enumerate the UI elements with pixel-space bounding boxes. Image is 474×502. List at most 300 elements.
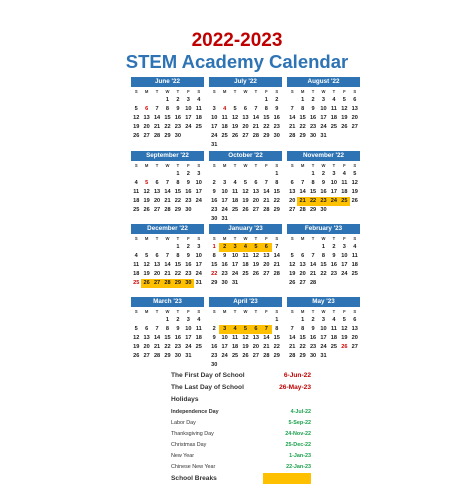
- month-calendar: [287, 77, 360, 141]
- day-cell: 16: [174, 115, 182, 121]
- day-cell: 22: [273, 198, 280, 204]
- day-cell: 30: [309, 353, 317, 359]
- day-cell: 12: [252, 253, 260, 259]
- day-cell: 20: [252, 198, 260, 204]
- day-cell: 10: [185, 106, 192, 112]
- weekday-letter: M: [300, 236, 305, 241]
- day-cell: 16: [221, 262, 228, 268]
- day-cell: 14: [263, 189, 270, 195]
- day-cell: 5: [290, 253, 294, 259]
- day-cell: 4: [240, 243, 250, 252]
- holidays-heading: Holidays: [171, 396, 199, 403]
- holiday-label: New Year: [171, 453, 195, 459]
- day-cell: 13: [242, 115, 249, 121]
- day-cell: 14: [273, 253, 280, 259]
- day-cell: 7: [165, 253, 170, 259]
- day-cell: 3: [342, 244, 346, 250]
- day-cell: 5: [342, 97, 346, 103]
- day-cell: 24: [329, 197, 339, 206]
- weekday-header: [287, 235, 360, 243]
- empty-day: [219, 96, 229, 105]
- weekday-letter: F: [187, 163, 190, 168]
- day-cell: 6: [290, 180, 294, 186]
- day-cell: 4: [134, 253, 138, 259]
- day-cell: 29: [164, 133, 171, 139]
- day-cell: 8: [212, 253, 216, 259]
- day-cell: 24: [320, 344, 327, 350]
- day-cell: 21: [289, 124, 296, 130]
- day-cell: 24: [221, 207, 228, 213]
- weekday-letter: M: [222, 163, 227, 168]
- day-cell: 14: [309, 262, 317, 268]
- day-cell: 22: [308, 197, 318, 206]
- day-cell: 15: [263, 115, 270, 121]
- day-cell: 3: [321, 97, 326, 103]
- weekday-letter: T: [176, 309, 180, 314]
- day-cell: 29: [299, 353, 306, 359]
- weekday-letter: S: [212, 309, 216, 314]
- day-cell: 24: [320, 124, 327, 130]
- day-cell: 22: [263, 124, 270, 130]
- empty-day: [251, 170, 261, 179]
- first-day-label: The First Day of School: [171, 372, 245, 379]
- day-cell: 13: [263, 253, 270, 259]
- day-cell: 27: [252, 207, 260, 213]
- day-cell: 2: [332, 244, 336, 250]
- weekday-letter: T: [254, 236, 258, 241]
- day-cell: 15: [164, 115, 171, 121]
- day-cell: 13: [289, 189, 296, 195]
- weekday-letter: T: [311, 236, 315, 241]
- day-cell: 1: [321, 244, 326, 250]
- weekday-letter: S: [290, 236, 294, 241]
- weekday-letter: W: [165, 163, 170, 168]
- day-cell: 27: [143, 133, 150, 139]
- day-cell: 3: [332, 171, 336, 177]
- day-cell: 11: [133, 262, 140, 268]
- day-cell: 24: [195, 198, 202, 204]
- weekday-letter: W: [165, 309, 170, 314]
- day-cell: 27: [153, 207, 161, 213]
- month-name: May '23: [287, 297, 360, 307]
- weekday-header: [131, 88, 204, 96]
- day-cell: 12: [133, 115, 140, 121]
- day-cell: 19: [133, 344, 140, 350]
- day-cell: 23: [221, 271, 228, 277]
- weekday-header: [209, 235, 282, 243]
- day-cell: 20: [153, 198, 161, 204]
- month-name: October '22: [209, 151, 282, 161]
- day-cell: 23: [185, 198, 192, 204]
- weekday-letter: M: [144, 309, 149, 314]
- day-cell: 19: [143, 271, 150, 277]
- day-grid: [209, 170, 282, 224]
- month-calendar: [287, 151, 360, 215]
- empty-day: [240, 96, 250, 105]
- day-cell: 14: [252, 115, 260, 121]
- day-cell: 26: [133, 133, 140, 139]
- month-name: April '23: [209, 297, 282, 307]
- day-cell: 3: [219, 325, 229, 334]
- empty-day: [251, 316, 261, 325]
- day-cell: 15: [273, 189, 280, 195]
- day-cell: 19: [252, 262, 260, 268]
- day-cell: 28: [153, 133, 161, 139]
- day-cell: 25: [195, 344, 202, 350]
- month-name: February '23: [287, 224, 360, 234]
- day-cell: 5: [134, 326, 138, 332]
- day-cell: 18: [351, 262, 358, 268]
- day-cell: 31: [320, 133, 327, 139]
- weekday-letter: W: [243, 163, 248, 168]
- weekday-letter: S: [197, 309, 201, 314]
- day-cell: 19: [242, 198, 249, 204]
- weekday-letter: W: [321, 89, 326, 94]
- day-cell: 13: [153, 262, 161, 268]
- day-cell: 18: [133, 198, 140, 204]
- day-cell: 18: [133, 271, 140, 277]
- day-cell: 21: [289, 344, 296, 350]
- day-cell: 7: [155, 326, 159, 332]
- day-cell: 20: [351, 335, 358, 341]
- day-cell: 16: [185, 262, 192, 268]
- day-cell: 6: [155, 253, 159, 259]
- day-cell: 27: [252, 353, 260, 359]
- day-cell: 27: [152, 279, 162, 288]
- empty-day: [287, 316, 297, 325]
- day-cell: 19: [351, 189, 358, 195]
- day-cell: 8: [321, 253, 326, 259]
- weekday-letter: T: [176, 236, 180, 241]
- weekday-letter: T: [176, 89, 180, 94]
- day-cell: 28: [273, 271, 280, 277]
- empty-day: [209, 170, 219, 179]
- day-cell: 11: [242, 253, 249, 259]
- day-cell: 18: [330, 115, 338, 121]
- empty-day: [240, 316, 250, 325]
- day-cell: 25: [231, 207, 239, 213]
- day-cell: 24: [211, 133, 218, 139]
- day-cell: 26: [252, 271, 260, 277]
- weekday-letter: F: [343, 163, 346, 168]
- day-cell: 8: [176, 180, 180, 186]
- day-cell: 7: [165, 180, 170, 186]
- weekday-letter: W: [165, 236, 170, 241]
- day-cell: 19: [133, 124, 140, 130]
- day-cell: 23: [309, 124, 317, 130]
- day-cell: 29: [173, 279, 183, 288]
- day-cell: 16: [330, 262, 338, 268]
- day-cell: 28: [263, 353, 270, 359]
- weekday-header: [131, 235, 204, 243]
- day-cell: 11: [232, 335, 239, 341]
- day-cell: 10: [211, 115, 218, 121]
- weekday-header: [209, 308, 282, 316]
- holiday-date: 5-Sep-22: [288, 420, 311, 426]
- day-cell: 6: [353, 317, 357, 323]
- day-cell: 31: [195, 280, 202, 286]
- day-cell: 4: [332, 317, 336, 323]
- day-cell: 25: [242, 271, 249, 277]
- day-cell: 7: [290, 326, 294, 332]
- day-cell: 10: [195, 180, 202, 186]
- holiday-label: Christmas Day: [171, 442, 207, 448]
- day-cell: 7: [264, 180, 268, 186]
- day-cell: 29: [263, 133, 270, 139]
- day-cell: 31: [185, 353, 192, 359]
- day-cell: 1: [264, 97, 268, 103]
- day-cell: 24: [185, 344, 192, 350]
- weekday-letter: T: [311, 309, 315, 314]
- weekday-letter: F: [343, 89, 346, 94]
- day-cell: 1: [176, 171, 180, 177]
- day-cell: 4: [353, 244, 357, 250]
- day-cell: 27: [289, 207, 296, 213]
- weekday-header: [209, 162, 282, 170]
- day-cell: 13: [252, 335, 260, 341]
- day-grid: [209, 316, 282, 370]
- day-cell: 29: [164, 353, 171, 359]
- day-cell: 29: [309, 207, 317, 213]
- day-cell: 15: [299, 115, 306, 121]
- weekday-letter: M: [144, 236, 149, 241]
- day-cell: 12: [143, 262, 150, 268]
- day-grid: [287, 96, 360, 141]
- month-calendar: [287, 224, 360, 288]
- weekday-letter: S: [197, 89, 201, 94]
- school-breaks-label: School Breaks: [171, 475, 217, 482]
- day-cell: 2: [176, 317, 180, 323]
- day-cell: 15: [164, 335, 171, 341]
- day-cell: 5: [145, 253, 149, 259]
- weekday-letter: T: [254, 163, 258, 168]
- day-cell: 31: [221, 216, 228, 222]
- day-cell: 20: [143, 124, 150, 130]
- day-cell: 4: [223, 106, 227, 112]
- day-cell: 7: [290, 106, 294, 112]
- last-day-value: 26-May-23: [279, 384, 311, 391]
- weekday-letter: W: [243, 89, 248, 94]
- day-cell: 17: [231, 262, 239, 268]
- day-cell: 26: [143, 207, 150, 213]
- day-cell: 6: [243, 106, 248, 112]
- day-cell: 20: [289, 198, 296, 204]
- day-cell: 18: [231, 198, 239, 204]
- weekday-letter: M: [222, 309, 227, 314]
- day-cell: 19: [341, 115, 348, 121]
- day-cell: 18: [231, 344, 239, 350]
- day-cell: 15: [320, 262, 327, 268]
- day-cell: 10: [231, 253, 239, 259]
- weekday-letter: W: [321, 163, 326, 168]
- day-cell: 23: [330, 271, 338, 277]
- holiday-date: 25-Dec-22: [285, 442, 311, 448]
- day-cell: 27: [242, 133, 249, 139]
- day-cell: 5: [353, 171, 357, 177]
- day-cell: 27: [351, 124, 358, 130]
- weekday-letter: S: [353, 236, 357, 241]
- day-cell: 28: [153, 353, 161, 359]
- day-cell: 14: [263, 335, 270, 341]
- empty-day: [209, 96, 219, 105]
- day-cell: 7: [155, 106, 159, 112]
- day-cell: 4: [342, 171, 346, 177]
- weekday-header: [131, 162, 204, 170]
- school-break-swatch: [263, 473, 311, 484]
- day-cell: 30: [320, 207, 327, 213]
- day-cell: 3: [230, 243, 240, 252]
- weekday-letter: F: [265, 89, 268, 94]
- day-cell: 17: [211, 124, 218, 130]
- day-cell: 5: [145, 180, 149, 186]
- day-cell: 14: [164, 189, 171, 195]
- day-cell: 16: [211, 344, 218, 350]
- day-grid: [131, 96, 204, 141]
- day-cell: 25: [330, 344, 338, 350]
- day-cell: 29: [211, 280, 218, 286]
- holiday-date: 22-Jan-23: [286, 464, 311, 470]
- day-grid: [209, 96, 282, 150]
- holiday-date: 4-Jul-22: [290, 409, 311, 415]
- day-cell: 23: [174, 344, 182, 350]
- day-grid: [287, 316, 360, 361]
- day-cell: 30: [273, 133, 280, 139]
- day-cell: 25: [231, 353, 239, 359]
- day-cell: 16: [174, 335, 182, 341]
- month-calendar: [209, 224, 282, 288]
- weekday-letter: M: [300, 89, 305, 94]
- day-cell: 23: [174, 124, 182, 130]
- day-cell: 21: [263, 344, 270, 350]
- day-cell: 4: [197, 317, 201, 323]
- day-cell: 25: [351, 271, 358, 277]
- weekday-letter: M: [300, 163, 305, 168]
- holiday-label: Independence Day: [171, 409, 219, 415]
- empty-day: [152, 170, 162, 179]
- weekday-letter: S: [212, 163, 216, 168]
- day-cell: 13: [143, 115, 150, 121]
- empty-day: [287, 96, 297, 105]
- day-cell: 22: [164, 344, 171, 350]
- empty-day: [152, 316, 162, 325]
- empty-day: [141, 316, 151, 325]
- day-cell: 22: [174, 198, 182, 204]
- day-cell: 19: [289, 271, 296, 277]
- day-cell: 25: [330, 124, 338, 130]
- weekday-letter: T: [155, 309, 159, 314]
- day-cell: 25: [339, 197, 349, 206]
- month-calendar: [131, 297, 204, 361]
- day-cell: 28: [162, 279, 172, 288]
- empty-day: [131, 243, 141, 252]
- weekday-header: [287, 308, 360, 316]
- day-cell: 6: [155, 180, 159, 186]
- day-cell: 12: [242, 189, 249, 195]
- day-cell: 5: [134, 106, 138, 112]
- day-cell: 9: [212, 335, 216, 341]
- day-cell: 12: [143, 189, 150, 195]
- day-cell: 6: [145, 326, 149, 332]
- day-cell: 14: [153, 335, 161, 341]
- weekday-letter: S: [275, 163, 279, 168]
- month-name: March '23: [131, 297, 204, 307]
- day-cell: 1: [165, 97, 170, 103]
- holiday-date: 24-Nov-22: [285, 431, 311, 437]
- day-cell: 13: [351, 326, 358, 332]
- weekday-letter: M: [222, 89, 227, 94]
- empty-day: [131, 96, 141, 105]
- weekday-letter: F: [265, 163, 268, 168]
- day-cell: 17: [330, 189, 338, 195]
- weekday-letter: S: [134, 163, 138, 168]
- day-cell: 9: [212, 189, 216, 195]
- weekday-letter: M: [144, 89, 149, 94]
- day-cell: 16: [309, 115, 317, 121]
- day-cell: 17: [195, 189, 202, 195]
- day-cell: 16: [273, 115, 280, 121]
- day-cell: 2: [275, 97, 279, 103]
- day-cell: 8: [264, 106, 268, 112]
- day-cell: 12: [242, 335, 249, 341]
- day-cell: 3: [197, 244, 201, 250]
- day-cell: 11: [341, 180, 348, 186]
- day-cell: 26: [289, 280, 296, 286]
- day-cell: 21: [297, 197, 307, 206]
- day-cell: 17: [221, 344, 228, 350]
- day-cell: 4: [197, 97, 201, 103]
- day-cell: 2: [212, 180, 216, 186]
- day-cell: 16: [185, 189, 192, 195]
- day-cell: 9: [321, 180, 326, 186]
- day-cell: 22: [299, 124, 306, 130]
- day-cell: 9: [223, 253, 227, 259]
- day-cell: 1: [311, 171, 315, 177]
- day-cell: 21: [164, 271, 171, 277]
- weekday-letter: F: [187, 309, 190, 314]
- day-grid: [131, 316, 204, 361]
- weekday-letter: M: [144, 163, 149, 168]
- month-calendar: [209, 151, 282, 224]
- empty-day: [230, 96, 240, 105]
- day-cell: 30: [211, 362, 218, 368]
- day-cell: 28: [309, 280, 317, 286]
- empty-day: [219, 316, 229, 325]
- day-cell: 28: [289, 353, 296, 359]
- weekday-letter: S: [275, 89, 279, 94]
- day-cell: 17: [320, 335, 327, 341]
- day-cell: 6: [251, 325, 261, 334]
- day-cell: 27: [351, 344, 358, 350]
- day-cell: 2: [212, 326, 216, 332]
- day-cell: 6: [261, 243, 271, 252]
- day-cell: 26: [351, 198, 358, 204]
- month-name: November '22: [287, 151, 360, 161]
- day-cell: 10: [185, 326, 192, 332]
- empty-day: [131, 170, 141, 179]
- weekday-letter: T: [176, 163, 180, 168]
- day-cell: 18: [242, 262, 249, 268]
- weekday-letter: F: [187, 236, 190, 241]
- holiday-label: Chinese New Year: [171, 464, 216, 470]
- day-cell: 1: [176, 244, 180, 250]
- weekday-letter: T: [254, 89, 258, 94]
- day-cell: 4: [332, 97, 336, 103]
- day-cell: 13: [299, 262, 306, 268]
- day-cell: 3: [186, 97, 190, 103]
- day-cell: 6: [254, 180, 258, 186]
- day-cell: 20: [252, 344, 260, 350]
- day-cell: 17: [185, 335, 192, 341]
